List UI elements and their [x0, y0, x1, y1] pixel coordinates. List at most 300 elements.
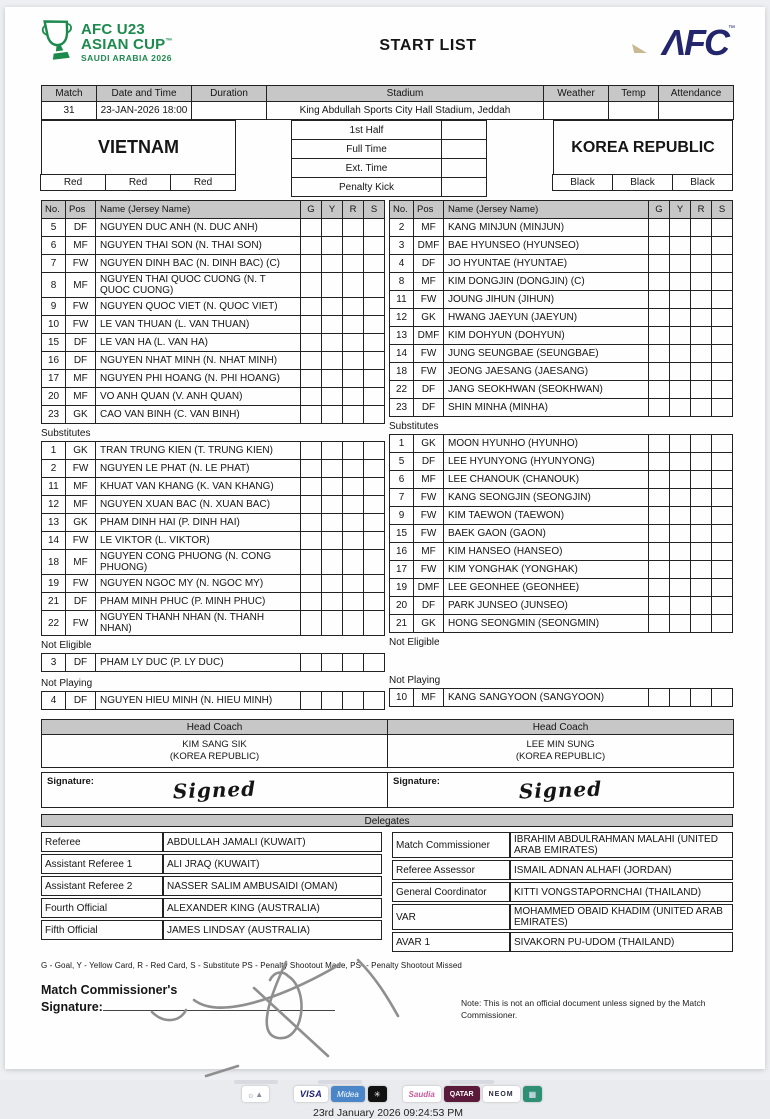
player-number: 22	[42, 611, 66, 636]
match-info-header-cell: Temp	[609, 86, 659, 102]
away-kit-color-cell: Black	[672, 174, 733, 191]
player-number: 19	[42, 575, 66, 593]
away-not-playing-table	[389, 688, 733, 707]
home-head-coach-header: Head Coach	[42, 720, 388, 735]
player-number: 13	[390, 327, 414, 345]
s-box	[364, 298, 385, 316]
delegate-role: Assistant Referee 1	[41, 854, 163, 874]
y-box	[322, 532, 343, 550]
r-box	[691, 363, 712, 381]
player-number: 9	[390, 507, 414, 525]
r-box	[343, 550, 364, 575]
s-box	[712, 561, 733, 579]
r-box	[691, 561, 712, 579]
player-position: DF	[414, 381, 444, 399]
r-box	[691, 309, 712, 327]
player-position: FW	[66, 460, 96, 478]
player-position: FW	[414, 489, 444, 507]
delegate-name: MOHAMMED OBAID KHADIM (UNITED ARAB EMIRATES)	[510, 904, 733, 930]
r-box	[691, 219, 712, 237]
g-box	[649, 237, 670, 255]
player-position: MF	[66, 370, 96, 388]
s-box	[364, 442, 385, 460]
delegate-row	[41, 854, 382, 874]
g-box	[301, 692, 322, 710]
player-position: GK	[414, 615, 444, 633]
player-position: GK	[66, 406, 96, 424]
r-box	[691, 525, 712, 543]
player-row	[42, 219, 385, 237]
y-box	[670, 309, 691, 327]
match-attendance	[659, 102, 734, 120]
delegate-role: Fourth Official	[41, 898, 163, 918]
player-name: LEE HYUNYONG (HYUNYONG)	[444, 453, 649, 471]
player-number: 16	[390, 543, 414, 561]
y-box	[322, 273, 343, 298]
home-substitutes-label: Substitutes	[41, 428, 91, 439]
g-box	[301, 352, 322, 370]
y-box	[670, 579, 691, 597]
player-position: GK	[66, 442, 96, 460]
g-box	[301, 219, 322, 237]
delegate-name: ALI JRAQ (KUWAIT)	[163, 854, 382, 874]
col-no: No.	[42, 201, 66, 219]
player-position: FW	[414, 345, 444, 363]
match-datetime: 23-JAN-2026 18:00	[97, 102, 192, 120]
player-name: HWANG JAEYUN (JAEYUN)	[444, 309, 649, 327]
score-box	[442, 140, 487, 159]
afc-swoosh-icon	[632, 44, 647, 53]
player-name: NGUYEN THAI SON (N. THAI SON)	[96, 237, 301, 255]
match-info-value-row	[42, 102, 734, 120]
player-number: 1	[390, 435, 414, 453]
score-row	[292, 140, 487, 159]
player-number: 6	[42, 237, 66, 255]
y-box	[322, 593, 343, 611]
player-name: NGUYEN PHI HOANG (N. PHI HOANG)	[96, 370, 301, 388]
player-row	[390, 435, 733, 453]
match-info-table	[41, 85, 734, 120]
player-row	[42, 442, 385, 460]
tournament-name-line1: AFC U23	[81, 21, 145, 39]
player-name: LEE CHANOUK (CHANOUK)	[444, 471, 649, 489]
col-s: S	[712, 201, 733, 219]
g-box	[301, 654, 322, 672]
y-box	[322, 442, 343, 460]
player-position: MF	[66, 496, 96, 514]
player-number: 10	[390, 689, 414, 707]
r-box	[691, 689, 712, 707]
y-box	[670, 345, 691, 363]
g-box	[649, 435, 670, 453]
away-starters-table	[389, 200, 733, 417]
player-name: TRAN TRUNG KIEN (T. TRUNG KIEN)	[96, 442, 301, 460]
player-number: 14	[42, 532, 66, 550]
y-box	[670, 327, 691, 345]
player-position: DF	[414, 399, 444, 417]
player-name: KIM DOHYUN (DOHYUN)	[444, 327, 649, 345]
player-position: FW	[414, 561, 444, 579]
g-box	[301, 237, 322, 255]
trophy-icon	[41, 17, 75, 68]
g-box	[301, 316, 322, 334]
player-number: 23	[42, 406, 66, 424]
score-row-label: Ext. Time	[292, 159, 442, 178]
player-position: GK	[66, 514, 96, 532]
s-box	[364, 460, 385, 478]
player-number: 5	[42, 219, 66, 237]
r-box	[343, 255, 364, 273]
delegate-name: IBRAHIM ABDULRAHMAN MALAHI (UNITED ARAB EMIRATES)	[510, 832, 733, 858]
abbreviation-legend: G - Goal, Y - Yellow Card, R - Red Card, S - Substitute PS - Penalty Shootout Made, PS- - Penalty Shootout Missed	[41, 961, 462, 970]
signature-line	[103, 999, 335, 1011]
y-box	[670, 255, 691, 273]
player-row	[390, 309, 733, 327]
s-box	[712, 291, 733, 309]
player-number: 22	[390, 381, 414, 399]
delegate-role: General Coordinator	[392, 882, 510, 902]
player-number: 17	[42, 370, 66, 388]
player-number: 13	[42, 514, 66, 532]
player-name: NGUYEN THANH NHAN (N. THANH NHAN)	[96, 611, 301, 636]
player-name: PHAM DINH HAI (P. DINH HAI)	[96, 514, 301, 532]
y-box	[670, 237, 691, 255]
government-emblem-logo: ۞ ▲	[242, 1086, 269, 1102]
player-position: FW	[66, 298, 96, 316]
home-not-eligible-table	[41, 653, 385, 672]
player-row	[390, 525, 733, 543]
player-row	[42, 388, 385, 406]
neom-logo: NEOM	[483, 1086, 520, 1102]
home-team-name: VIETNAM	[41, 120, 236, 175]
player-position: FW	[414, 363, 444, 381]
player-name: NGUYEN NHAT MINH (N. NHAT MINH)	[96, 352, 301, 370]
player-name: JO HYUNTAE (HYUNTAE)	[444, 255, 649, 273]
r-box	[343, 611, 364, 636]
player-row	[42, 611, 385, 636]
s-box	[364, 514, 385, 532]
player-number: 8	[390, 273, 414, 291]
player-row	[42, 334, 385, 352]
r-box	[343, 219, 364, 237]
delegate-row	[41, 920, 382, 940]
player-position: GK	[414, 309, 444, 327]
g-box	[649, 597, 670, 615]
y-box	[670, 689, 691, 707]
g-box	[301, 298, 322, 316]
away-coach-name: LEE MIN SUNG	[526, 738, 595, 750]
s-box	[712, 381, 733, 399]
g-box	[649, 291, 670, 309]
g-box	[649, 507, 670, 525]
s-box	[364, 654, 385, 672]
player-row	[390, 489, 733, 507]
player-position: DF	[66, 654, 96, 672]
delegate-name: JAMES LINDSAY (AUSTRALIA)	[163, 920, 382, 940]
delegates-header: Delegates	[41, 814, 733, 827]
r-box	[691, 435, 712, 453]
y-box	[670, 219, 691, 237]
delegate-row	[392, 882, 733, 902]
y-box	[322, 334, 343, 352]
player-row	[390, 689, 733, 707]
player-row	[42, 514, 385, 532]
player-name: KHUAT VAN KHANG (K. VAN KHANG)	[96, 478, 301, 496]
s-box	[712, 579, 733, 597]
player-row	[390, 255, 733, 273]
y-box	[322, 352, 343, 370]
player-position: DMF	[414, 327, 444, 345]
tournament-name-line2: ASIAN CUP	[81, 36, 166, 54]
player-name: NGUYEN DUC ANH (N. DUC ANH)	[96, 219, 301, 237]
match-number: 31	[42, 102, 97, 120]
player-name: NGUYEN XUAN BAC (N. XUAN BAC)	[96, 496, 301, 514]
g-box	[649, 363, 670, 381]
player-name: CAO VAN BINH (C. VAN BINH)	[96, 406, 301, 424]
s-box	[712, 471, 733, 489]
player-row	[42, 406, 385, 424]
midea-logo: Midea	[331, 1086, 365, 1102]
col-s: S	[364, 201, 385, 219]
tournament-name-line3: SAUDI ARABIA 2026	[81, 53, 173, 64]
r-box	[343, 654, 364, 672]
player-row	[42, 496, 385, 514]
y-box	[670, 273, 691, 291]
home-kit-colors	[41, 174, 236, 191]
saudia-logo: Saudia	[403, 1086, 441, 1102]
g-box	[649, 489, 670, 507]
delegate-name: SIVAKORN PU-UDOM (THAILAND)	[510, 932, 733, 952]
player-name: KANG SEONGJIN (SEONGJIN)	[444, 489, 649, 507]
player-position: MF	[414, 219, 444, 237]
delegate-role: Referee	[41, 832, 163, 852]
r-box	[343, 237, 364, 255]
player-number: 2	[42, 460, 66, 478]
player-row	[390, 507, 733, 525]
player-row	[390, 597, 733, 615]
player-name: BAEK GAON (GAON)	[444, 525, 649, 543]
player-name: PHAM MINH PHUC (P. MINH PHUC)	[96, 593, 301, 611]
y-box	[322, 654, 343, 672]
player-position: DF	[414, 597, 444, 615]
g-box	[301, 255, 322, 273]
player-name: PARK JUNSEO (JUNSEO)	[444, 597, 649, 615]
y-box	[670, 291, 691, 309]
delegates-left-table	[41, 830, 382, 942]
player-row	[42, 532, 385, 550]
s-box	[712, 345, 733, 363]
player-name: NGUYEN HIEU MINH (N. HIEU MINH)	[96, 692, 301, 710]
delegate-name: NASSER SALIM AMBUSAIDI (OMAN)	[163, 876, 382, 896]
r-box	[691, 237, 712, 255]
y-box	[322, 316, 343, 334]
player-number: 18	[42, 550, 66, 575]
away-roster-column	[389, 200, 733, 709]
home-starters-table	[41, 200, 385, 424]
player-row	[42, 273, 385, 298]
sponsor-strip	[41, 1080, 735, 1102]
delegates-right-table	[392, 830, 733, 954]
afc-logo-text: ΛFC	[662, 22, 728, 63]
match-info-header-cell: Duration	[192, 86, 267, 102]
col-y: Y	[670, 201, 691, 219]
player-name: NGUYEN QUOC VIET (N. QUOC VIET)	[96, 298, 301, 316]
player-position: FW	[414, 291, 444, 309]
match-stadium: King Abdullah Sports City Hall Stadium, Jeddah	[267, 102, 544, 120]
match-info-header-cell: Attendance	[659, 86, 734, 102]
g-box	[301, 496, 322, 514]
match-info-header-cell: Weather	[544, 86, 609, 102]
g-box	[649, 345, 670, 363]
g-box	[649, 399, 670, 417]
player-name: KANG MINJUN (MINJUN)	[444, 219, 649, 237]
delegate-name: ABDULLAH JAMALI (KUWAIT)	[163, 832, 382, 852]
commissioner-label-line1: Match Commissioner's	[41, 983, 178, 997]
r-box	[691, 615, 712, 633]
s-box	[712, 507, 733, 525]
y-box	[322, 478, 343, 496]
player-position: FW	[414, 507, 444, 525]
s-box	[364, 388, 385, 406]
y-box	[670, 489, 691, 507]
g-box	[301, 532, 322, 550]
away-signature-label: Signature:	[393, 776, 440, 787]
g-box	[649, 327, 670, 345]
g-box	[301, 370, 322, 388]
player-row	[42, 255, 385, 273]
match-duration	[192, 102, 267, 120]
s-box	[712, 489, 733, 507]
partner-caption-bar	[318, 1080, 362, 1084]
player-name: KIM TAEWON (TAEWON)	[444, 507, 649, 525]
player-number: 7	[42, 255, 66, 273]
y-box	[670, 399, 691, 417]
player-position: FW	[66, 611, 96, 636]
col-no: No.	[390, 201, 414, 219]
home-not-eligible-label: Not Eligible	[41, 640, 92, 651]
r-box	[691, 507, 712, 525]
y-box	[322, 460, 343, 478]
green-sponsor-logo: ▦	[523, 1086, 543, 1102]
player-row	[390, 363, 733, 381]
r-box	[343, 496, 364, 514]
y-box	[670, 381, 691, 399]
afc-trademark: ™	[728, 25, 735, 32]
y-box	[322, 611, 343, 636]
player-position: DF	[66, 219, 96, 237]
g-box	[301, 575, 322, 593]
player-name: NGUYEN NGOC MY (N. NGOC MY)	[96, 575, 301, 593]
player-number: 8	[42, 273, 66, 298]
player-name: JOUNG JIHUN (JIHUN)	[444, 291, 649, 309]
r-box	[691, 453, 712, 471]
player-name: NGUYEN DINH BAC (N. DINH BAC) (C)	[96, 255, 301, 273]
r-box	[343, 370, 364, 388]
y-box	[322, 298, 343, 316]
s-box	[712, 327, 733, 345]
y-box	[322, 514, 343, 532]
col-name: Name (Jersey Name)	[96, 201, 301, 219]
player-number: 12	[390, 309, 414, 327]
player-position: FW	[414, 525, 444, 543]
player-number: 18	[390, 363, 414, 381]
r-box	[343, 442, 364, 460]
player-number: 9	[42, 298, 66, 316]
g-box	[649, 381, 670, 399]
y-box	[322, 219, 343, 237]
print-timestamp: 23rd January 2026 09:24:53 PM	[312, 1107, 464, 1119]
player-row	[42, 654, 385, 672]
home-signature-label: Signature:	[47, 776, 94, 787]
afc-logo	[585, 17, 735, 61]
s-box	[712, 435, 733, 453]
player-name: SHIN MINHA (MINHA)	[444, 399, 649, 417]
away-not-eligible-label: Not Eligible	[389, 637, 440, 648]
player-position: DMF	[414, 237, 444, 255]
g-box	[649, 689, 670, 707]
player-name: NGUYEN THAI QUOC CUONG (N. T QUOC CUONG)	[96, 273, 301, 298]
col-r: R	[691, 201, 712, 219]
r-box	[343, 352, 364, 370]
player-row	[390, 237, 733, 255]
player-position: MF	[66, 273, 96, 298]
s-box	[364, 316, 385, 334]
player-name: BAE HYUNSEO (HYUNSEO)	[444, 237, 649, 255]
player-number: 15	[390, 525, 414, 543]
score-row-label: Penalty Kick	[292, 178, 442, 197]
r-box	[691, 471, 712, 489]
r-box	[343, 692, 364, 710]
score-table	[291, 120, 487, 197]
player-name: KIM HANSEO (HANSEO)	[444, 543, 649, 561]
away-kit-colors	[553, 174, 733, 191]
player-row	[390, 381, 733, 399]
player-position: FW	[66, 532, 96, 550]
s-box	[712, 273, 733, 291]
player-name: KIM DONGJIN (DONGJIN) (C)	[444, 273, 649, 291]
r-box	[343, 532, 364, 550]
player-number: 6	[390, 471, 414, 489]
g-box	[301, 442, 322, 460]
col-g: G	[649, 201, 670, 219]
player-number: 19	[390, 579, 414, 597]
player-row	[42, 575, 385, 593]
delegate-row	[41, 898, 382, 918]
s-box	[364, 532, 385, 550]
player-row	[42, 370, 385, 388]
player-position: MF	[66, 478, 96, 496]
delegate-row	[392, 832, 733, 858]
y-box	[322, 692, 343, 710]
player-position: FW	[66, 255, 96, 273]
y-box	[670, 597, 691, 615]
g-box	[649, 273, 670, 291]
dark-sponsor-logo: ✳	[368, 1086, 387, 1102]
note-text: Note: This is not an official document unless signed by the Match Commissioner.	[461, 998, 706, 1020]
player-position: DF	[66, 692, 96, 710]
y-box	[322, 255, 343, 273]
away-team-name: KOREA REPUBLIC	[553, 120, 733, 175]
player-row	[390, 471, 733, 489]
commissioner-signature-area	[41, 982, 735, 1070]
player-number: 20	[42, 388, 66, 406]
r-box	[691, 489, 712, 507]
s-box	[712, 525, 733, 543]
player-position: DF	[414, 255, 444, 273]
player-number: 3	[390, 237, 414, 255]
roster-header-row	[42, 201, 385, 219]
handwritten-signature	[136, 954, 436, 1084]
